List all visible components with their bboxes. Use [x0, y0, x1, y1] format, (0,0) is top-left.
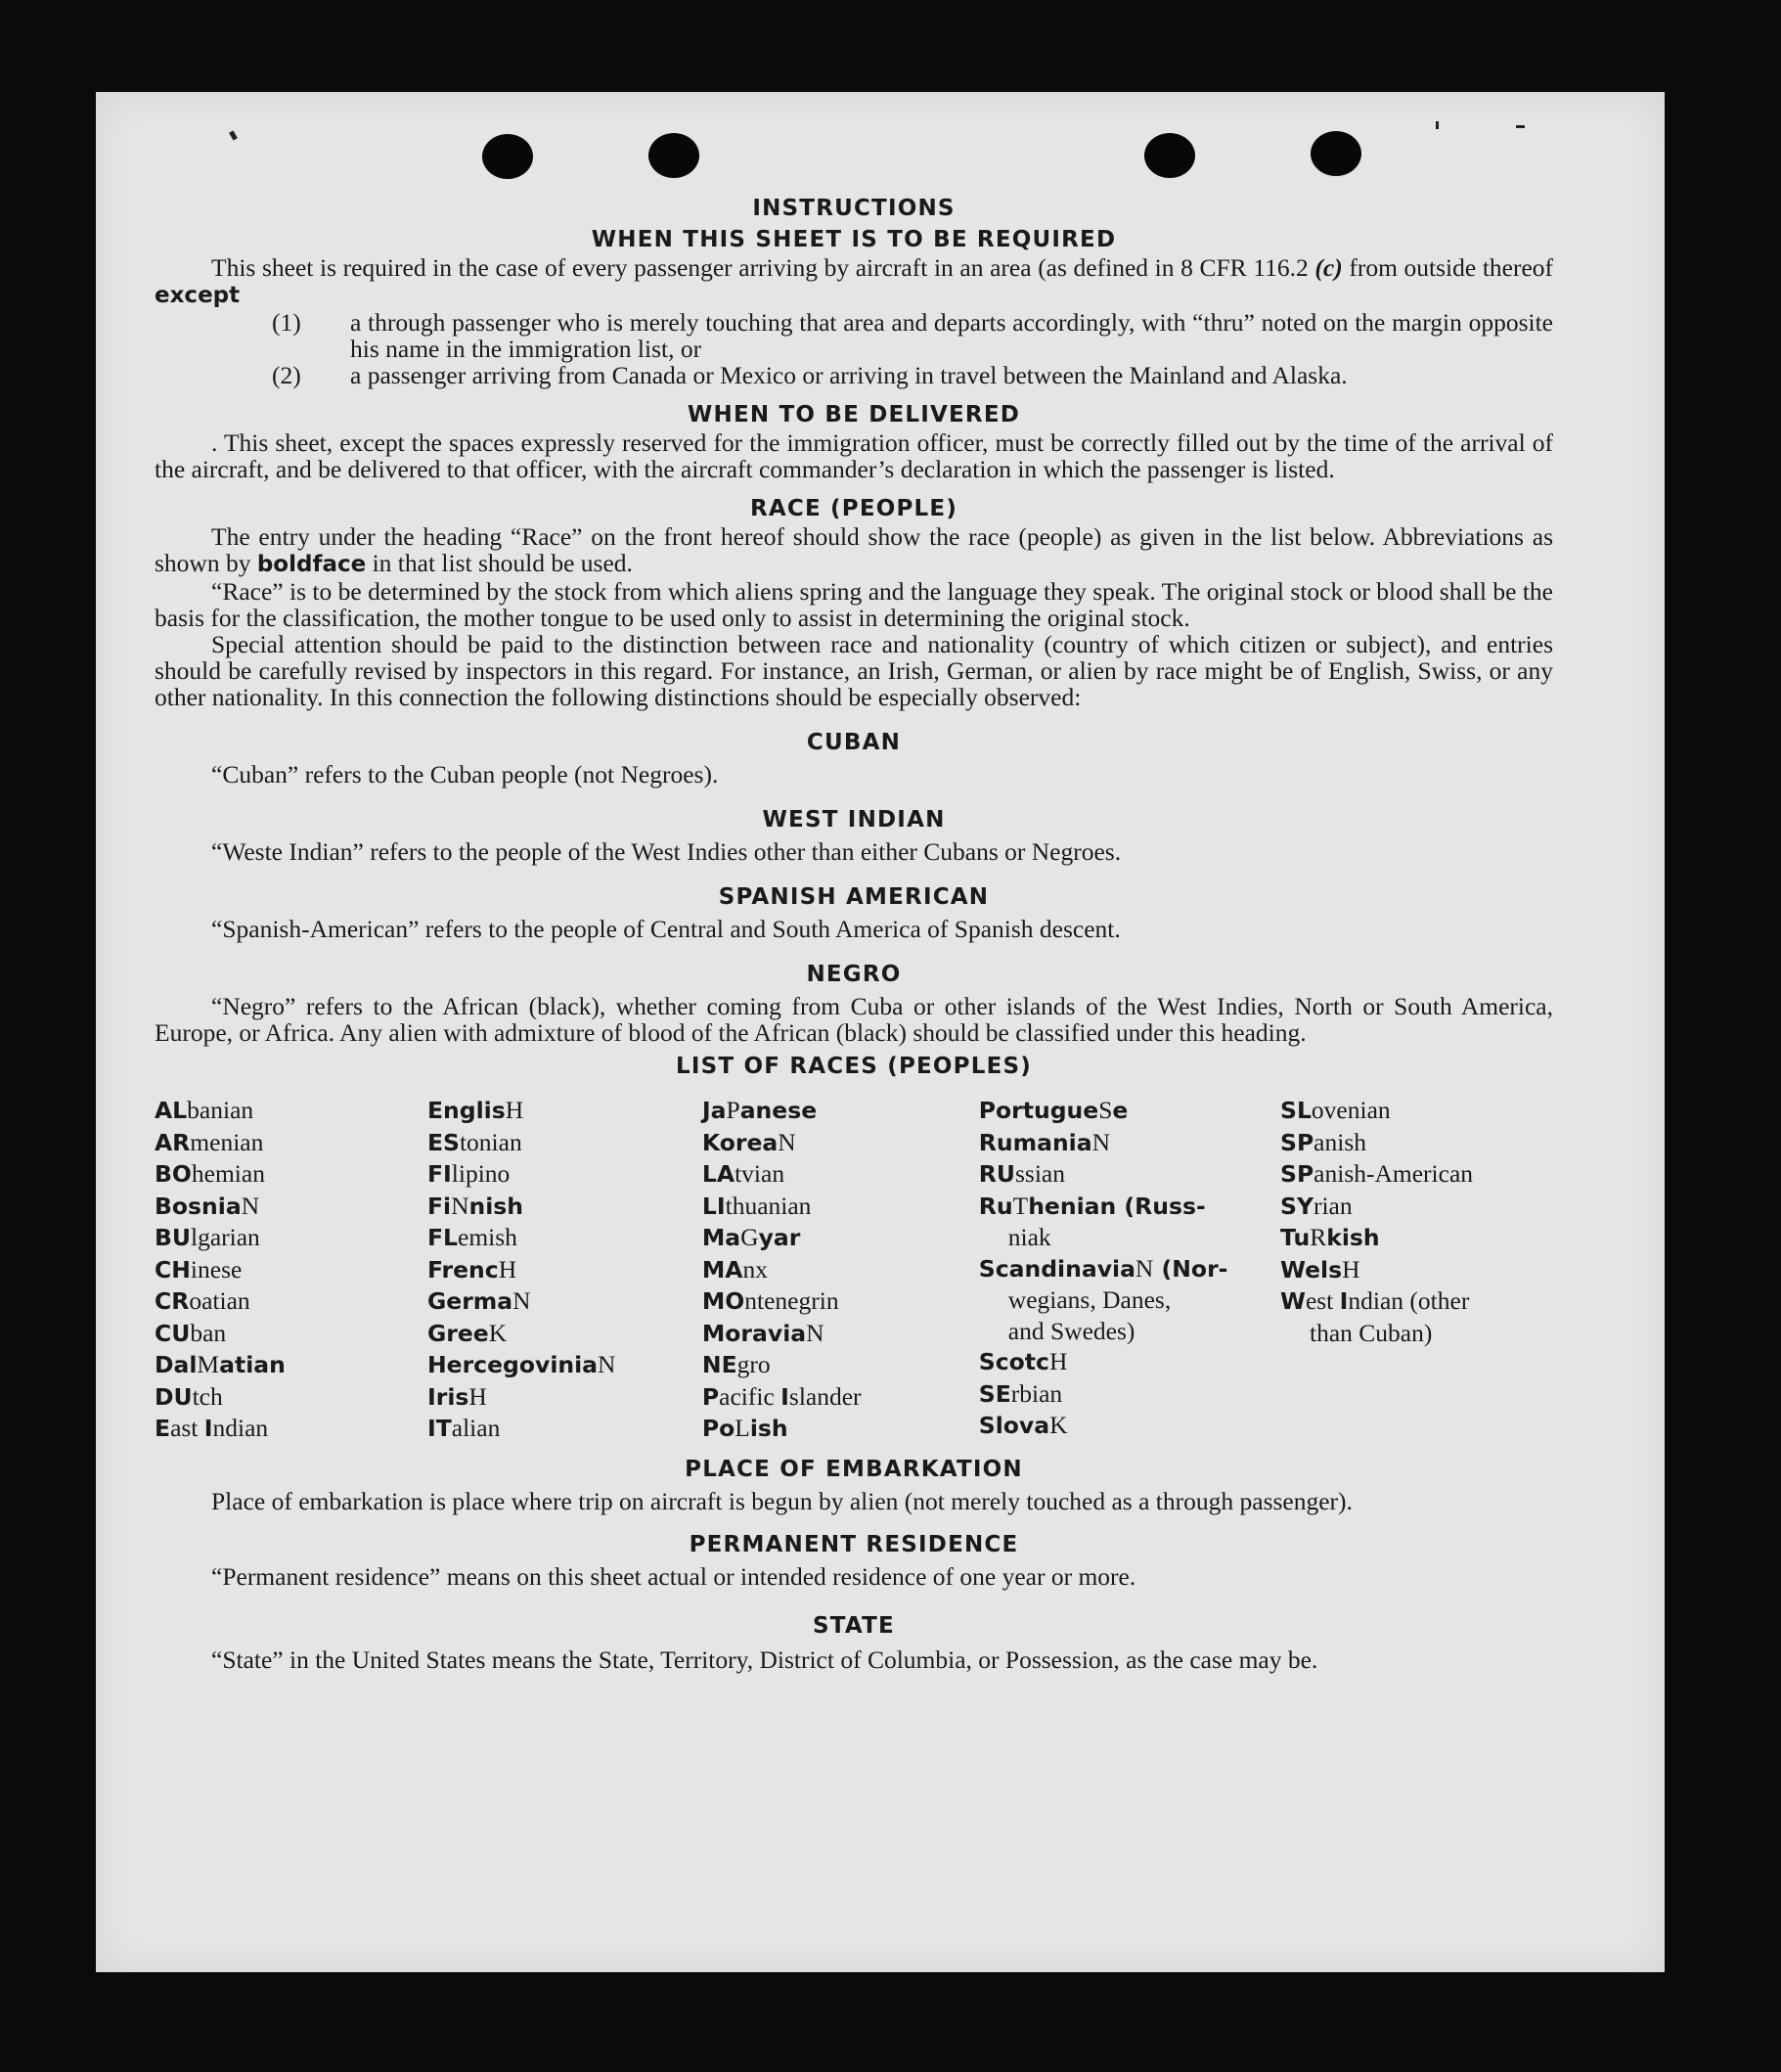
- race-paragraph-2: “Race” is to be determined by the stock from which aliens spring and the language they speak. The original stock or blood shall be the basis for the classification, the mother tongue to be used only to assist in determining the original stock.: [155, 577, 1553, 632]
- race-entry: SlovaK: [978, 1411, 1068, 1439]
- race-entry: CRoatian: [155, 1286, 250, 1315]
- race-entry: MAnx: [701, 1254, 768, 1284]
- instructions-content: [155, 194, 1553, 1673]
- race-entry: WelsH: [1280, 1254, 1360, 1284]
- race-entry: RumaniaN: [978, 1127, 1111, 1156]
- dust-speck: [229, 130, 238, 140]
- race-entry: EnglisH: [426, 1096, 524, 1124]
- race-entry: LAtvian: [701, 1159, 785, 1188]
- races-column-3: [702, 1095, 979, 1445]
- when-delivered-text: . This sheet, except the spaces expressly reserved for the immigration officer, must be correctly filled out by the time of the arrival of the aircraft, and be delivered to that officer, with the aircraft commander’s declaration in which the passenger is listed.: [155, 428, 1553, 483]
- race-entry: FrencH: [426, 1254, 517, 1284]
- dust-speck: [1436, 121, 1439, 129]
- race-entry: SErbian: [978, 1378, 1063, 1408]
- races-list: [155, 1095, 1553, 1445]
- race-entry: EStonian: [426, 1127, 522, 1156]
- race-entry: SLovenian: [1280, 1096, 1391, 1124]
- race-entry: CHinese: [155, 1254, 243, 1284]
- race-entry: NEgro: [701, 1350, 771, 1378]
- negro-text: “Negro” refers to the African (black), whether coming from Cuba or other islands of the West Indies, North or South America, Europe, or Africa. Any alien with admixture of blood of the African (black) should be classified under this heading.: [155, 992, 1553, 1047]
- punch-hole: [1144, 133, 1195, 178]
- race-entry: CUban: [155, 1318, 227, 1347]
- when-required-intro: This sheet is required in the case of every passenger arriving by aircraft in an area (as defined in 8 CFR 116.2 (c) from outside thereof except: [155, 253, 1554, 308]
- instructions-title: INSTRUCTIONS: [752, 196, 956, 221]
- race-entry: IrisH: [426, 1381, 487, 1411]
- race-entry: RUssian: [978, 1159, 1065, 1188]
- race-entry: ITalian: [426, 1414, 501, 1442]
- race-entry: ScandinaviaN (Nor-: [978, 1253, 1228, 1283]
- cuban-text: “Cuban” refers to the Cuban people (not Negroes).: [211, 760, 719, 788]
- races-column-1: [155, 1095, 427, 1445]
- race-entry: and Swedes): [1007, 1316, 1135, 1345]
- spanish-american-heading: SPANISH AMERICAN: [718, 884, 990, 910]
- race-entry: KoreaN: [701, 1127, 796, 1156]
- race-entry: Pacific Islander: [701, 1381, 862, 1411]
- race-entry: DUtch: [155, 1381, 223, 1411]
- when-required-heading: WHEN THIS SHEET IS TO BE REQUIRED: [591, 227, 1117, 252]
- race-entry: BUlgarian: [155, 1223, 260, 1251]
- punch-hole: [482, 134, 533, 179]
- embarkation-text: Place of embarkation is place where trip on aircraft is begun by alien (not merely touched as a through passenger).: [211, 1486, 1353, 1515]
- race-paragraph-3: Special attention should be paid to the distinction between race and nationality (country of which citizen or subject), and entries should be carefully revised by inspectors in this regard. For instance, an Irish, German, or alien by race might be of English, Swiss, or any other nationality. In this connection the following distinctions should be especially observed:: [155, 630, 1553, 711]
- race-entry: PoLish: [701, 1414, 788, 1442]
- race-heading: RACE (PEOPLE): [749, 496, 958, 521]
- west-indian-heading: WEST INDIAN: [762, 807, 946, 833]
- embarkation-heading: PLACE OF EMBARKATION: [685, 1456, 1023, 1482]
- race-entry: GermaN: [426, 1286, 531, 1315]
- cuban-heading: CUBAN: [806, 730, 902, 755]
- race-entry: DalMatian: [155, 1350, 286, 1378]
- spanish-american-text: “Spanish-American” refers to the people of Central and South America of Spanish descent.: [211, 915, 1121, 943]
- race-paragraph-1: The entry under the heading “Race” on the front hereof should show the race (people) as given in the list below. Abbreviations as shown by boldface in that list should be used.: [155, 522, 1553, 577]
- document-sheet: [96, 92, 1665, 1972]
- state-heading: STATE: [813, 1612, 895, 1639]
- punch-hole: [1311, 131, 1361, 176]
- when-delivered-heading: WHEN TO BE DELIVERED: [687, 402, 1021, 428]
- race-entry: SPanish: [1280, 1127, 1366, 1156]
- race-entry: BosniaN: [155, 1191, 260, 1220]
- race-entry: than Cuban): [1310, 1318, 1433, 1347]
- race-entry: SPanish-American: [1280, 1159, 1474, 1188]
- races-column-5: [1280, 1095, 1553, 1445]
- race-entry: ALbanian: [155, 1096, 254, 1124]
- race-entry: TuRkish: [1280, 1223, 1380, 1251]
- race-entry: East Indian: [155, 1414, 269, 1442]
- race-entry: wegians, Danes,: [1007, 1285, 1172, 1314]
- race-entry: West Indian (other: [1280, 1286, 1470, 1315]
- exception-item-1: (1) a through passenger who is merely touching that area and departs accordingly, with “thru” noted on the margin opposite his name in the immigration list, or: [272, 308, 1553, 363]
- race-entry: ARmenian: [155, 1127, 264, 1156]
- race-entry: RuThenian (Russ-: [978, 1191, 1206, 1220]
- list-of-races-heading: LIST OF RACES (PEOPLES): [676, 1054, 1032, 1079]
- race-entry: FLemish: [426, 1223, 517, 1251]
- race-entry: GreeK: [426, 1318, 508, 1347]
- race-entry: JaPanese: [701, 1096, 818, 1124]
- race-entry: BOhemian: [155, 1159, 265, 1188]
- race-entry: MOntenegrin: [701, 1286, 839, 1315]
- race-entry: LIthuanian: [701, 1191, 812, 1220]
- race-entry: ScotcH: [978, 1347, 1068, 1375]
- race-entry: FiNnish: [426, 1191, 524, 1220]
- permanent-residence-heading: PERMANENT RESIDENCE: [689, 1531, 1019, 1557]
- races-column-2: [427, 1095, 702, 1445]
- race-entry: SYrian: [1280, 1191, 1353, 1220]
- races-column-4: [979, 1095, 1280, 1445]
- race-entry: HercegoviniaN: [426, 1350, 616, 1378]
- race-entry: FIlipino: [426, 1159, 511, 1188]
- permanent-residence-text: “Permanent residence” means on this sheet actual or intended residence of one year or more.: [211, 1561, 1136, 1591]
- state-text: “State” in the United States means the State, Territory, District of Columbia, or Possession, as the case may be.: [211, 1644, 1318, 1674]
- dust-speck: [1516, 125, 1525, 128]
- race-entry: niak: [1007, 1223, 1051, 1251]
- west-indian-text: “Weste Indian” refers to the people of the West Indies other than either Cubans or Negroes.: [211, 837, 1122, 866]
- race-entry: MoraviaN: [701, 1318, 824, 1347]
- punch-hole: [648, 133, 699, 178]
- negro-heading: NEGRO: [806, 962, 902, 987]
- exception-item-2: (2) a passenger arriving from Canada or Mexico or arriving in travel between the Mainland and Alaska.: [272, 361, 1348, 389]
- race-entry: PortugueSe: [978, 1096, 1129, 1124]
- race-entry: MaGyar: [701, 1223, 801, 1251]
